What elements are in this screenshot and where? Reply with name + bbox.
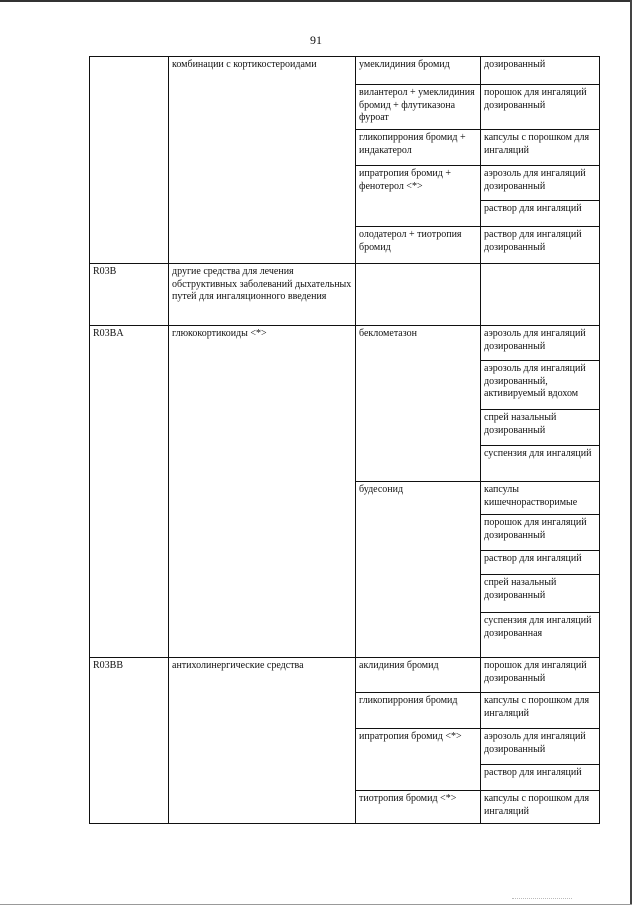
dosage-form-cell: капсулы кишечнорастворимые [481, 482, 600, 515]
drug-name-cell: гликопиррония бромид [356, 693, 481, 729]
drug-name-cell: гликопиррония бромид + индакатерол [356, 130, 481, 166]
atc-group-cell: антихолинергические средства [169, 658, 356, 824]
dosage-form-cell: аэрозоль для ингаляций дозированный [481, 729, 600, 765]
table-row [90, 326, 600, 361]
dosage-form-cell: спрей назальный дозированный [481, 575, 600, 613]
dosage-form-cell: аэрозоль для ингаляций дозированный [481, 326, 600, 361]
table-row [90, 57, 600, 85]
atc-group-cell: комбинации с кортикостероидами [169, 57, 356, 264]
dosage-form-cell: спрей назальный дозированный [481, 410, 600, 446]
drug-name-cell: ипратропия бромид <*> [356, 729, 481, 791]
dosage-form-cell [481, 264, 600, 326]
dosage-form-cell: порошок для ингаляций дозированный [481, 85, 600, 130]
dosage-form-cell: капсулы с порошком для ингаляций [481, 693, 600, 729]
table-row [90, 658, 600, 693]
dosage-form-cell: суспензия для ингаляций дозированная [481, 613, 600, 658]
dosage-form-cell: капсулы с порошком для ингаляций [481, 130, 600, 166]
dosage-form-cell: раствор для ингаляций дозированный [481, 227, 600, 264]
atc-code-cell [90, 57, 169, 264]
dosage-form-cell: суспензия для ингаляций [481, 446, 600, 482]
dosage-form-cell: порошок для ингаляций дозированный [481, 658, 600, 693]
dosage-form-cell: раствор для ингаляций [481, 201, 600, 227]
drug-name-cell [356, 264, 481, 326]
dosage-form-cell: аэрозоль для ингаляций дозированный, активируемый вдохом [481, 361, 600, 410]
dosage-form-cell: дозированный [481, 57, 600, 85]
dosage-form-cell: раствор для ингаляций [481, 765, 600, 791]
atc-code-cell: R03B [90, 264, 169, 326]
table-body [90, 57, 600, 824]
dosage-form-cell: порошок для ингаляций дозированный [481, 515, 600, 551]
dosage-form-cell: капсулы с порошком для ингаляций [481, 791, 600, 824]
scan-noise [512, 898, 572, 902]
atc-code-cell: R03BA [90, 326, 169, 658]
drug-name-cell: аклидиния бромид [356, 658, 481, 693]
table-row [90, 264, 600, 326]
drug-name-cell: умеклидиния бромид [356, 57, 481, 85]
drug-name-cell: ипратропия бромид + фенотерол <*> [356, 166, 481, 227]
drug-name-cell: олодатерол + тиотропия бромид [356, 227, 481, 264]
drug-name-cell: беклометазон [356, 326, 481, 482]
drug-name-cell: будесонид [356, 482, 481, 658]
scan-top-edge [0, 0, 632, 2]
drug-list-table [89, 56, 600, 824]
dosage-form-cell: раствор для ингаляций [481, 551, 600, 575]
page-number: 91 [310, 33, 322, 47]
dosage-form-cell: аэрозоль для ингаляций дозированный [481, 166, 600, 201]
atc-group-cell: глюкокортикоиды <*> [169, 326, 356, 658]
atc-group-cell: другие средства для лечения обструктивных заболеваний дыхательных путей для ингаляционного введения [169, 264, 356, 326]
atc-code-cell: R03BB [90, 658, 169, 824]
drug-name-cell: вилантерол + умеклидиния бромид + флутиказона фуроат [356, 85, 481, 130]
drug-name-cell: тиотропия бромид <*> [356, 791, 481, 824]
